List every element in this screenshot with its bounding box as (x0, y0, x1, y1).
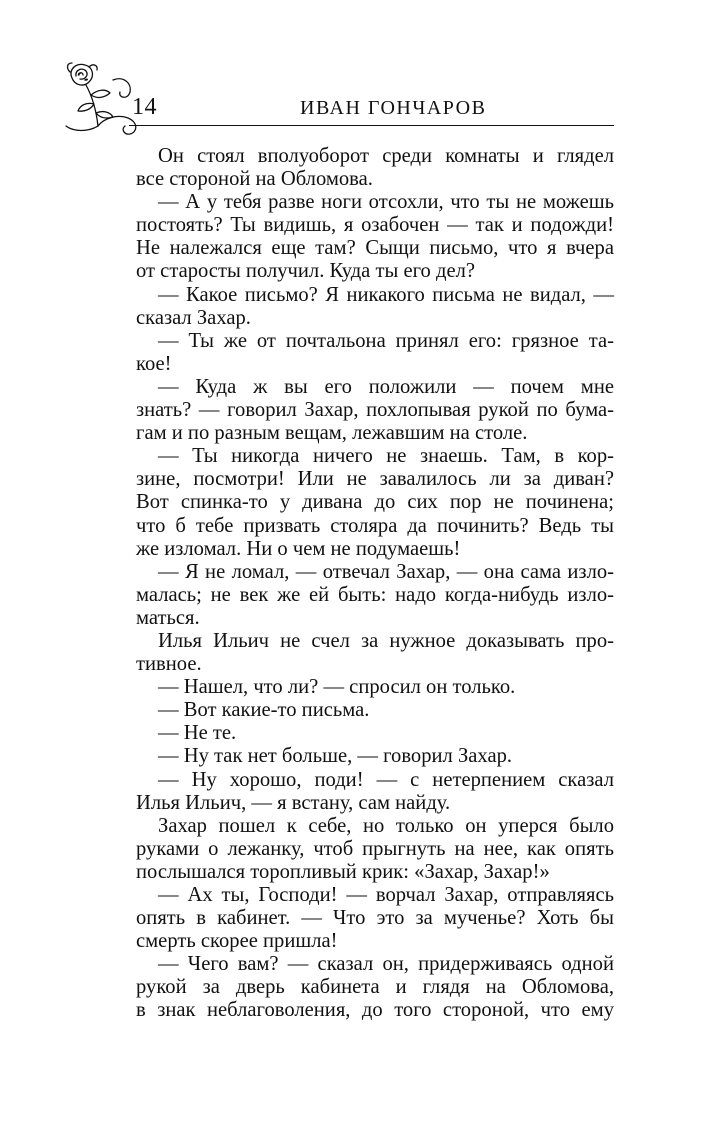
text-line: — Вот какие-то письма. (158, 699, 370, 722)
text-line: Илья Ильич не счел за нужное доказывать про- (158, 629, 614, 652)
header-rule (129, 125, 614, 126)
text-line: Илья Ильич, — я встану, сам найду. (136, 791, 451, 814)
text-line: руками о лежанку, чтоб прыгнуть на нее, как опять (136, 837, 614, 860)
text-line: — Я не ломал, — отвечал Захар, — она сама изло- (158, 560, 614, 583)
text-line: — Ах ты, Господи! — ворчал Захар, отправляясь (158, 884, 614, 906)
text-line: послышался торопливый крик: «Захар, Захар!» (136, 860, 550, 883)
text-line: — Ну хорошо, поди! — с нетерпением сказал (158, 768, 614, 791)
page-number: 14 (132, 94, 157, 120)
text-line: рукой за дверь кабинета и глядя на Обломова, (136, 976, 614, 999)
running-head-author: ИВАН ГОНЧАРОВ (300, 97, 487, 119)
text-line: смерть скорее пришла! (136, 930, 338, 953)
text-line: в знак неблаговоления, до того стороной, что ему (136, 999, 614, 1022)
text-line: — Ты же от почтальона принял его: грязное та- (158, 329, 614, 352)
text-line: маться. (136, 606, 200, 629)
text-line: Захар пошел к себе, но только он уперся было (158, 814, 614, 837)
text-line: тивное. (136, 653, 202, 676)
text-line: малась; не век же ей быть: надо когда-нибудь изло- (136, 583, 614, 606)
text-line: от старосты получил. Куда ты его дел? (136, 260, 476, 283)
text-line: — Чего вам? — сказал он, придерживаясь одной (158, 953, 614, 976)
text-line: что б тебе призвать столяра да починить? Ведь ты (136, 514, 614, 537)
text-line: — Нашел, что ли? — спросил он только. (158, 676, 516, 699)
text-line: же изломал. Ни о чем не подумаешь! (136, 537, 461, 560)
text-line: Не належался еще там? Сыщи письмо, что я вчера (136, 237, 614, 260)
body-text (136, 145, 614, 1023)
text-line: — Ну так нет больше, — говорил Захар. (158, 745, 513, 768)
text-line: Он стоял вполуоборот среди комнаты и глядел (158, 145, 614, 167)
text-line: — Не те. (158, 722, 237, 745)
text-line: опять в кабинет. — Что это за мученье? Хоть бы (136, 907, 614, 930)
text-line: знать? — говорил Захар, похлопывая рукой по бума- (136, 399, 614, 422)
text-line: — А у тебя разве ноги отсохли, что ты не можешь (158, 191, 614, 214)
text-line: Вот спинка-то у дивана до сих пор не починена; (136, 491, 614, 514)
text-line: кое! (136, 352, 172, 375)
text-line: все стороной на Обломова. (136, 168, 373, 191)
text-line: гам и по разным вещам, лежавшим на столе. (136, 422, 528, 445)
text-line: — Ты никогда ничего не знаешь. Там, в кор- (158, 445, 614, 468)
text-line: — Куда ж вы его положили — почем мне (158, 375, 614, 398)
text-line: постоять? Ты видишь, я озабочен — так и подожди! (136, 214, 614, 237)
text-line: сказал Захар. (136, 306, 251, 329)
text-line: — Какое письмо? Я никакого письма не видал, — (158, 283, 614, 306)
text-line: зине, посмотри! Или не завалилось ли за диван? (136, 468, 614, 491)
